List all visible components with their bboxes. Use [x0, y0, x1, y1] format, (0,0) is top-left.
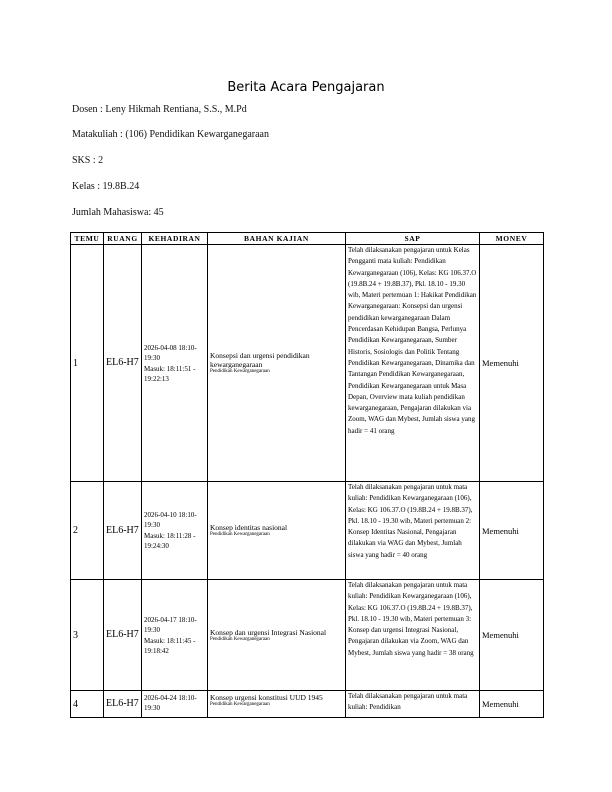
monev-cell: Memenuhi	[480, 245, 544, 482]
ruang-cell: EL6-H7	[104, 245, 142, 482]
jumlah-mahasiswa-line: Jumlah Mahasiswa: 45	[72, 207, 164, 218]
bahan-cell	[208, 691, 346, 718]
bahan-title: Konsep urgensi konstitusi UUD 1945	[210, 693, 323, 702]
bap-table	[70, 232, 544, 718]
kelas-line: Kelas : 19.8B.24	[72, 181, 140, 192]
table-row	[71, 245, 544, 482]
kehadiran-cell	[142, 245, 208, 482]
monev-cell: Memenuhi	[480, 691, 544, 718]
dosen-line: Dosen : Leny Hikmah Rentiana, S.S., M.Pd	[72, 104, 247, 115]
header-ruang: RUANG	[104, 233, 142, 245]
kehadiran-schedule: 2026-04-10 18:10-19:30	[144, 511, 197, 529]
kehadiran-masuk: Masuk: 18:11:28 - 19:24:30	[144, 532, 196, 550]
bahan-cell	[208, 580, 346, 691]
kehadiran-masuk: Masuk: 18:11:51 - 19:22:13	[144, 364, 196, 383]
header-temu: TEMU	[71, 233, 104, 245]
sap-cell: Telah dilaksanakan pengajaran untuk mata kuliah: Pendidikan	[346, 691, 480, 718]
bahan-title: Konsep identitas nasional	[210, 523, 288, 532]
page-title: Berita Acara Pengajaran	[227, 80, 385, 95]
kehadiran-cell	[142, 482, 208, 580]
monev-cell: Memenuhi	[480, 580, 544, 691]
sap-cell: Telah dilaksanakan pengajaran untuk mata kuliah: Pendidikan Kewarganegaraan (106), Kelas: KG 106.37.O (19.8B.24 + 19.8B.37), Pkl. 18.10 - 19.30 wib, Materi pertemuan 3: Konsep dan urgensi Integrasi Nasional, Pengajaran dilakukan via Zoom, WAG dan Mybest, Jumlah siswa yang hadir = 38 orang	[346, 580, 480, 691]
header-sap: SAP	[346, 233, 480, 245]
bahan-cell	[208, 245, 346, 482]
table-row	[71, 691, 544, 718]
ruang-cell: EL6-H7	[104, 580, 142, 691]
bahan-title: Konsep dan urgensi Integrasi Nasional	[210, 627, 327, 637]
matakuliah-line: Matakuliah : (106) Pendidikan Kewarganegaraan	[72, 129, 269, 140]
bahan-subject: Pendidikan Kewarganegaraan	[210, 369, 270, 374]
table-row	[71, 482, 544, 580]
kehadiran-schedule: 2026-04-24 18:10-19:30	[144, 694, 197, 712]
table-row	[71, 580, 544, 691]
bahan-title: Konsepsi dan urgensi pendidikan kewarganegaraan	[210, 351, 310, 369]
kehadiran-cell	[142, 691, 208, 718]
kehadiran-cell	[142, 580, 208, 691]
ruang-cell: EL6-H7	[104, 691, 142, 718]
ruang-cell: EL6-H7	[104, 482, 142, 580]
bahan-subject: Pendidikan Kewarganegaraan	[210, 532, 270, 537]
kehadiran-masuk: Masuk: 18:11:45 - 19:18:42	[144, 636, 196, 655]
temu-cell: 3	[71, 580, 104, 691]
bahan-subject: Pendidikan Kewarganegaraan	[210, 636, 270, 642]
temu-cell: 2	[71, 482, 104, 580]
bahan-cell	[208, 482, 346, 580]
header-bahan-kajian: BAHAN KAJIAN	[208, 233, 346, 245]
sks-line: SKS : 2	[72, 155, 104, 166]
kehadiran-schedule: 2026-04-08 18:10-19:30	[144, 343, 197, 362]
temu-cell: 4	[71, 691, 104, 718]
table-header-row	[71, 233, 544, 245]
sap-cell: Telah dilaksanakan pengajaran untuk mata kuliah: Pendidikan Kewarganegaraan (106), Kelas: KG 106.37.O (19.8B.24 + 19.8B.37), Pkl. 18.10 - 19.30 wib, Materi pertemuan 2: Konsep Identitas Nasional, Pengajaran dilakukan via WAG dan Mybest, Jumlah siswa yang hadir = 40 orang	[346, 482, 480, 580]
kehadiran-schedule: 2026-04-17 18:10-19:30	[144, 615, 197, 634]
bahan-subject: Pendidikan Kewarganegaraan	[210, 702, 270, 707]
sap-cell: Telah dilaksanakan pengajaran untuk Kelas Pengganti mata kuliah: Pendidikan Kewarganegaraan (106), Kelas: KG 106.37.O (19.8B.24 + 19.8B.37), Pkl. 18.10 - 19.30 wib, Materi pertemuan 1: Hakikat Pendidikan Kewarganegaraan: Konsepsi dan urgensi pendidikan kewarganegaraan Dalam Pencerdasan Kehidupan Bangsa, Perlunya Pendidikan Kewarganegaraan, Sumber Historis, Sosiologis dan Politik Tentang Pendidikan Kewarganegaraan, Dinamika dan Tantangan Pendidikan Kewarganegaraan, Pendidikan Kewarganegaraan untuk Masa Depan, Overview mata kuliah pendidikan kewarganegaraan, Pengajaran dilakukan via Zoom, WAG dan Mybest, Jumlah siswa yang hadir = 41 orang	[346, 245, 480, 482]
header-monev: MONEV	[480, 233, 544, 245]
monev-cell: Memenuhi	[480, 482, 544, 580]
header-kehadiran: KEHADIRAN	[142, 233, 208, 245]
temu-cell: 1	[71, 245, 104, 482]
